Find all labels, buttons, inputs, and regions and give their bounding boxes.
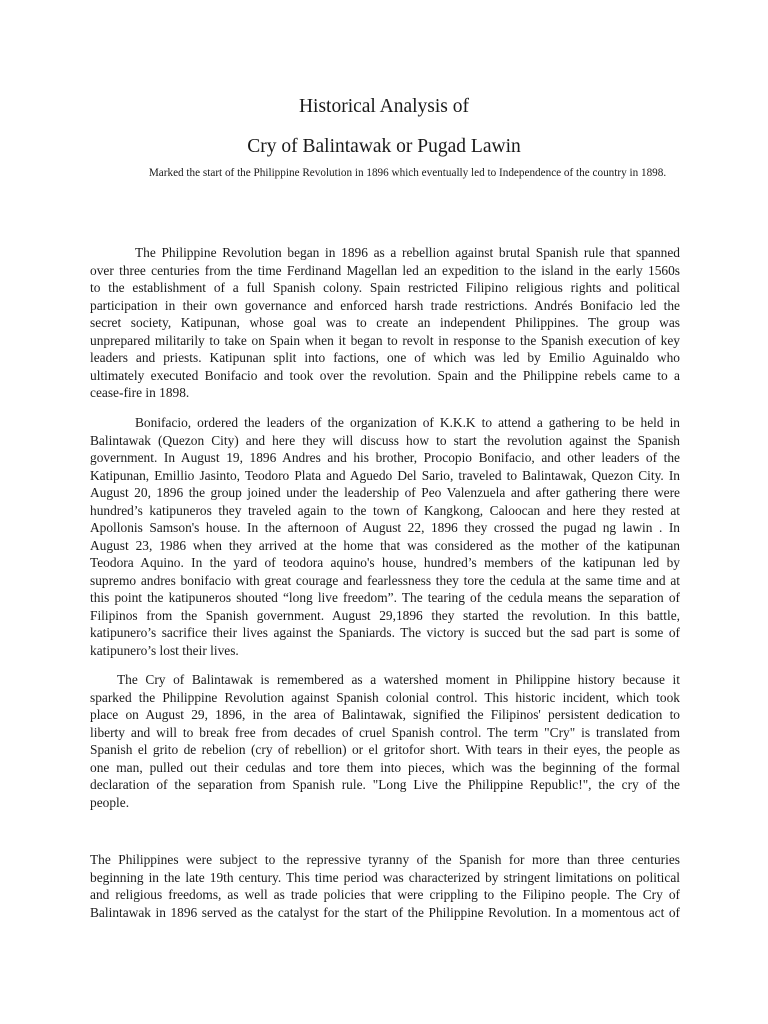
- text-line: katipunero’s sacrifice their lives against the Spaniards. The victory is succed but the sad part is some of: [90, 625, 680, 640]
- text-line: sparked the Philippine Revolution against Spanish colonial control. This historic incident, which took: [90, 689, 680, 705]
- text-line: beginning in the late 19th century. This time period was characterized by stringent limitations on political: [90, 869, 680, 885]
- text-line: one man, pulled out their cedulas and tore them into pieces, which was the beginning of the formal: [90, 759, 680, 775]
- text-line: government. In August 19, 1896 Andres and his brother, Procopio Bonifacio, and other leaders of the: [90, 450, 680, 465]
- text-line: Spanish el grito de rebelion (cry of rebellion) or el gritofor short. With tears in their eyes, the people as: [90, 742, 680, 757]
- paragraph-4: [90, 851, 680, 921]
- text-line: Katipunan, Emillio Jasinto, Teodoro Plata and Aguedo Del Sario, traveled to Balintawak, Quezon City. In: [90, 467, 680, 483]
- text-line: Balintawak in 1896 served as the catalyst for the start of the Philippine Revolution. In a momentous act of: [90, 904, 680, 920]
- text-line: secret society, Katipunan, whose goal was to create an independent Philippines. The group was: [90, 315, 680, 330]
- text-line: Filipinos from the Spanish government. August 29,1896 they started the revolution. In this battle,: [90, 607, 680, 623]
- text-line: Balintawak (Quezon City) and here they will discuss how to start the revolution against the Spanish: [90, 432, 680, 448]
- document-title: Historical Analysis of: [298, 96, 470, 117]
- text-line: August 23, 1986 when they arrived at the home that was considered as the mother of the katipunan: [90, 537, 680, 553]
- text-line: The Cry of Balintawak is remembered as a watershed moment in Philippine history because it: [117, 672, 680, 687]
- text-line: over three centuries from the time Ferdinand Magellan led an expedition to the island in the early 1560s: [90, 262, 680, 278]
- paragraph-2: [90, 414, 680, 659]
- paragraph-1: [90, 244, 680, 402]
- text-line: supremo andres bonifacio with great courage and fearlessness they tore the cedula at the same time and at: [90, 572, 680, 588]
- text-line: participation in their own governance and enforced harsh trade restrictions. Andrés Bonifacio led the: [90, 297, 680, 313]
- text-line: hundred’s katipuneros they traveled again to the town of Kangkong, Caloocan and here they rested at: [90, 502, 680, 518]
- text-line: The Philippine Revolution began in 1896 as a rebellion against brutal Spanish rule that spanned: [135, 245, 680, 260]
- text-line: katipunero’s lost their lives.: [90, 642, 239, 658]
- text-line: August 20, 1896 the group joined under the leadership of Peo Valenzuela and after gathering there were: [90, 485, 680, 500]
- text-line: unprepared militarily to take on Spain when it began to revolt in response to the Spanish execution of key: [90, 332, 680, 348]
- text-line: leaders and priests. Katipunan split into factions, one of which was led by Emilio Aguinaldo who: [90, 350, 680, 365]
- text-line: cease-fire in 1898.: [90, 385, 190, 400]
- text-line: liberty and will to break free from decades of cruel Spanish control. The term "Cry" is translated from: [90, 724, 680, 740]
- document-tagline: Marked the start of the Philippine Revolution in 1896 which eventually led to Independence of the country in 1898.: [148, 167, 667, 179]
- text-line: ultimately executed Bonifacio and took over the revolution. Spain and the Philippine rebels came to a: [90, 367, 680, 383]
- text-line: people.: [90, 794, 130, 810]
- text-line: this point the katipuneros shouted “long live freedom”. The tearing of the cedula means the separation of: [90, 590, 680, 605]
- text-line: to the establishment of a full Spanish colony. Spain restricted Filipino religious rights and political: [90, 280, 680, 295]
- text-line: Apollonis Samson's house. In the afternoon of August 22, 1896 they crossed the pugad ng lawin . In: [90, 520, 680, 535]
- text-line: Teodora Aquino. In the yard of teodora aquino's house, hundred’s members of the katipunan led by: [90, 555, 680, 570]
- text-line: The Philippines were subject to the repressive tyranny of the Spanish for more than three centuries: [90, 852, 680, 867]
- text-line: place on August 29, 1896, in the area of Balintawak, signified the Filipinos' persistent dedication to: [90, 707, 680, 722]
- text-line: and religious freedoms, as well as trade policies that were crippling to the Filipino people. The Cry of: [90, 887, 680, 902]
- text-line: Bonifacio, ordered the leaders of the organization of K.K.K to attend a gathering to be held in: [135, 415, 680, 430]
- document-subtitle-title: Cry of Balintawak or Pugad Lawin: [247, 136, 521, 157]
- paragraph-3: [90, 671, 680, 811]
- text-line: declaration of the separation from Spanish rule. "Long Live the Philippine Republic!", the cry of the: [90, 777, 680, 792]
